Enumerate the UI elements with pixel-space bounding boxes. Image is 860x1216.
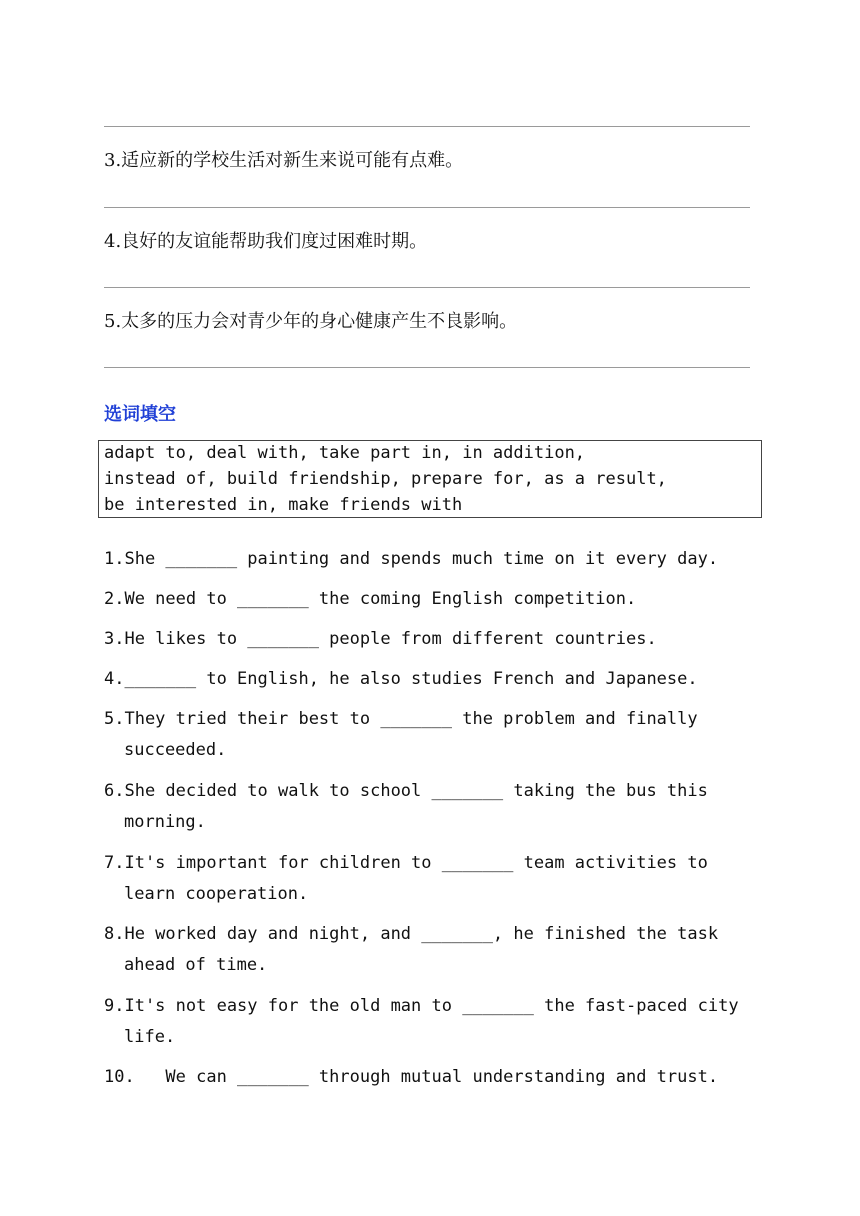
question-5-continued: succeeded.: [124, 740, 227, 760]
question-5: 5.They tried their best to _______ the problem and finally: [104, 709, 698, 729]
section-title: 选词填空: [104, 404, 176, 425]
question-4: 4._______ to English, he also studies French and Japanese.: [104, 669, 698, 689]
answer-line-4: [104, 287, 750, 288]
answer-line-5: [104, 367, 750, 368]
answer-line-3: [104, 207, 750, 208]
question-8-continued: ahead of time.: [124, 955, 268, 975]
translation-item-4: 4.良好的友谊能帮助我们度过困难时期。: [104, 231, 428, 252]
question-6-continued: morning.: [124, 812, 206, 832]
question-6: 6.She decided to walk to school _______ taking the bus this: [104, 781, 708, 801]
question-1: 1.She _______ painting and spends much time on it every day.: [104, 549, 719, 569]
question-7: 7.It's important for children to _______ team activities to: [104, 853, 708, 873]
question-9: 9.It's not easy for the old man to _______ the fast-paced city: [104, 996, 739, 1016]
question-8: 8.He worked day and night, and _______, he finished the task: [104, 924, 719, 944]
question-10: 10. We can _______ through mutual understanding and trust.: [104, 1067, 719, 1087]
word-bank-line-3: be interested in, make friends with: [104, 495, 463, 515]
word-bank-line-2: instead of, build friendship, prepare for, as a result,: [104, 469, 667, 489]
answer-line-2: [104, 126, 750, 127]
translation-item-3: 3.适应新的学校生活对新生来说可能有点难。: [104, 150, 464, 171]
word-bank-line-1: adapt to, deal with, take part in, in addition,: [104, 443, 586, 463]
question-9-continued: life.: [124, 1027, 176, 1047]
question-7-continued: learn cooperation.: [124, 884, 309, 904]
question-2: 2.We need to _______ the coming English competition.: [104, 589, 637, 609]
question-3: 3.He likes to _______ people from different countries.: [104, 629, 657, 649]
translation-item-5: 5.太多的压力会对青少年的身心健康产生不良影响。: [104, 311, 518, 332]
